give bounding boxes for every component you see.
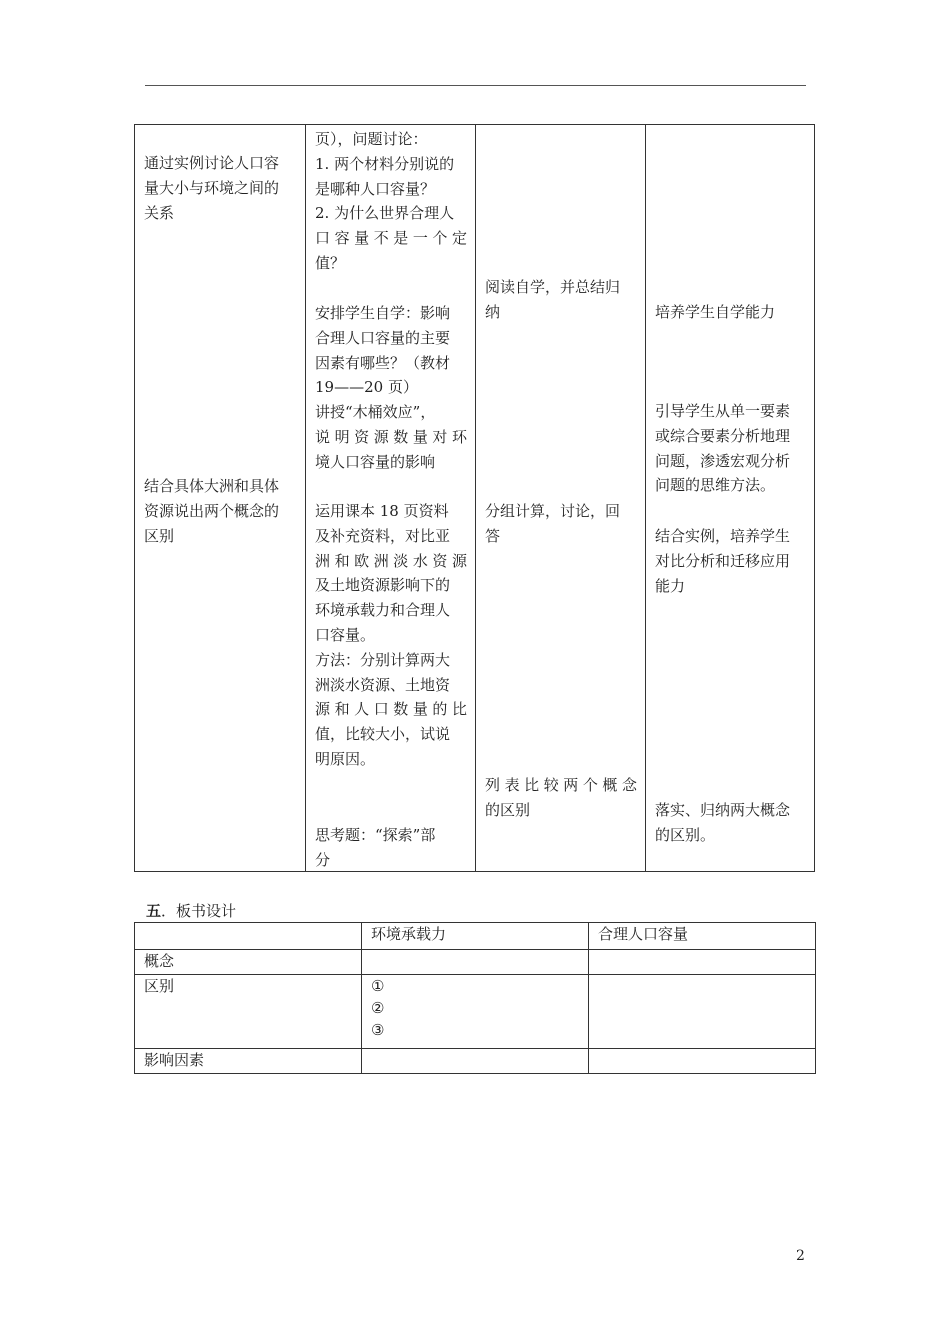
section-title-text: ．板书设计 [161, 902, 237, 920]
table-header-cell: 环境承载力 [362, 923, 589, 950]
student-block-c [485, 773, 637, 823]
table-cell [589, 975, 816, 1049]
table-row [135, 975, 816, 1049]
text-line: 源和人口数量的比 [315, 700, 467, 719]
text-line: 结合具体大洲和具体 [144, 477, 280, 495]
text-line: 引导学生从单一要素 [655, 402, 791, 420]
text-line: 或综合要素分析地理 [655, 426, 791, 445]
text-line: 通过实例讨论人口容 [144, 154, 280, 172]
text-line: 洲和欧洲淡水资源 [315, 551, 467, 570]
text-line: 口容量。 [315, 625, 376, 644]
text-line: 能力 [655, 576, 686, 595]
table-row [135, 1049, 816, 1074]
text-line: 因素有哪些？（教材 [315, 353, 451, 372]
text-line: 思考题：“探索”部 [315, 826, 436, 844]
board-design-table [134, 922, 816, 1074]
list-item: ② [371, 999, 385, 1017]
text-line: 关系 [144, 203, 175, 222]
text-line: 结合实例，培养学生 [655, 527, 791, 545]
text-line: 落实、归纳两大概念 [655, 801, 791, 819]
lesson-plan-table [134, 124, 815, 872]
text-line: 2. 为什么世界合理人 [315, 204, 455, 223]
column-teacher-activity [306, 125, 476, 871]
table-header-cell: 合理人口容量 [589, 923, 816, 950]
text-line: 及土地资源影响下的 [315, 576, 451, 595]
text-line: 值，比较大小，试说 [315, 725, 451, 744]
text-line: 是哪种人口容量？ [315, 179, 436, 198]
teacher-block-b [315, 301, 467, 475]
text-line: 分组计算，讨论，回 [485, 502, 621, 520]
text-line: 运用课本 18 页资料 [315, 502, 449, 520]
text-line: 阅读自学，并总结归 [485, 278, 621, 296]
table-cell [362, 1049, 589, 1074]
teacher-block-d [315, 823, 467, 873]
list-item: ③ [371, 1021, 385, 1039]
text-line: 页），问题讨论： [315, 130, 428, 148]
text-line: 19——20 页） [315, 378, 418, 397]
text-line: 环境承载力和合理人 [315, 601, 451, 620]
text-line: 口容量不是一个定 [315, 229, 467, 248]
text-line: 纳 [485, 302, 501, 321]
text-line: 及补充资料，对比亚 [315, 526, 451, 545]
text-line: 合理人口容量的主要 [315, 328, 451, 347]
table-cell [589, 1049, 816, 1074]
text-line: 量大小与环境之间的 [144, 178, 280, 197]
text-line: 洲淡水资源、土地资 [315, 675, 451, 694]
text-line: 资源说出两个概念的 [144, 501, 280, 520]
row-label: 影响因素 [135, 1049, 362, 1074]
table-header-cell [135, 923, 362, 950]
text-line: 区别 [144, 526, 175, 545]
row-label: 概念 [135, 950, 362, 975]
text-line: 培养学生自学能力 [655, 303, 776, 321]
page-number: 2 [796, 1248, 805, 1264]
intent-block-b [655, 399, 808, 498]
text-line: 分 [315, 850, 331, 869]
column-student-activity [476, 125, 646, 871]
text-line: 列表比较两个概念 [485, 776, 637, 794]
objective-block-a [144, 151, 297, 225]
text-line: 安排学生自学：影响 [315, 304, 451, 322]
row-label: 区别 [135, 975, 362, 1049]
student-block-a [485, 275, 637, 325]
text-line: 1. 两个材料分别说的 [315, 154, 455, 173]
student-block-b [485, 499, 637, 549]
section-heading [146, 900, 236, 921]
list-item: ① [371, 977, 385, 995]
table-cell [362, 950, 589, 975]
intent-block-a [655, 300, 808, 325]
text-line: 问题的思维方法。 [655, 476, 776, 495]
intent-block-c [655, 524, 808, 598]
header-rule [145, 85, 806, 86]
column-design-intent [646, 125, 816, 871]
teacher-block-a [315, 127, 467, 276]
text-line: 明原因。 [315, 749, 376, 768]
text-line: 方法：分别计算两大 [315, 650, 451, 669]
table-cell [362, 975, 589, 1049]
text-line: 境人口容量的影响 [315, 452, 436, 471]
column-objective [135, 125, 306, 871]
text-line: 问题，渗透宏观分析 [655, 451, 791, 470]
text-line: 的区别 [485, 800, 531, 819]
text-line: 讲授“木桶效应”， [315, 403, 436, 422]
intent-block-d [655, 798, 808, 848]
teacher-block-c [315, 499, 467, 772]
table-row [135, 950, 816, 975]
text-line: 对比分析和迁移应用 [655, 551, 791, 570]
table-cell [589, 950, 816, 975]
text-line: 的区别。 [655, 825, 716, 844]
text-line: 说明资源数量对环 [315, 427, 467, 446]
section-number: 五 [146, 902, 162, 920]
table-row [135, 923, 816, 950]
objective-block-b [144, 474, 297, 548]
text-line: 值？ [315, 253, 346, 272]
text-line: 答 [485, 526, 501, 545]
